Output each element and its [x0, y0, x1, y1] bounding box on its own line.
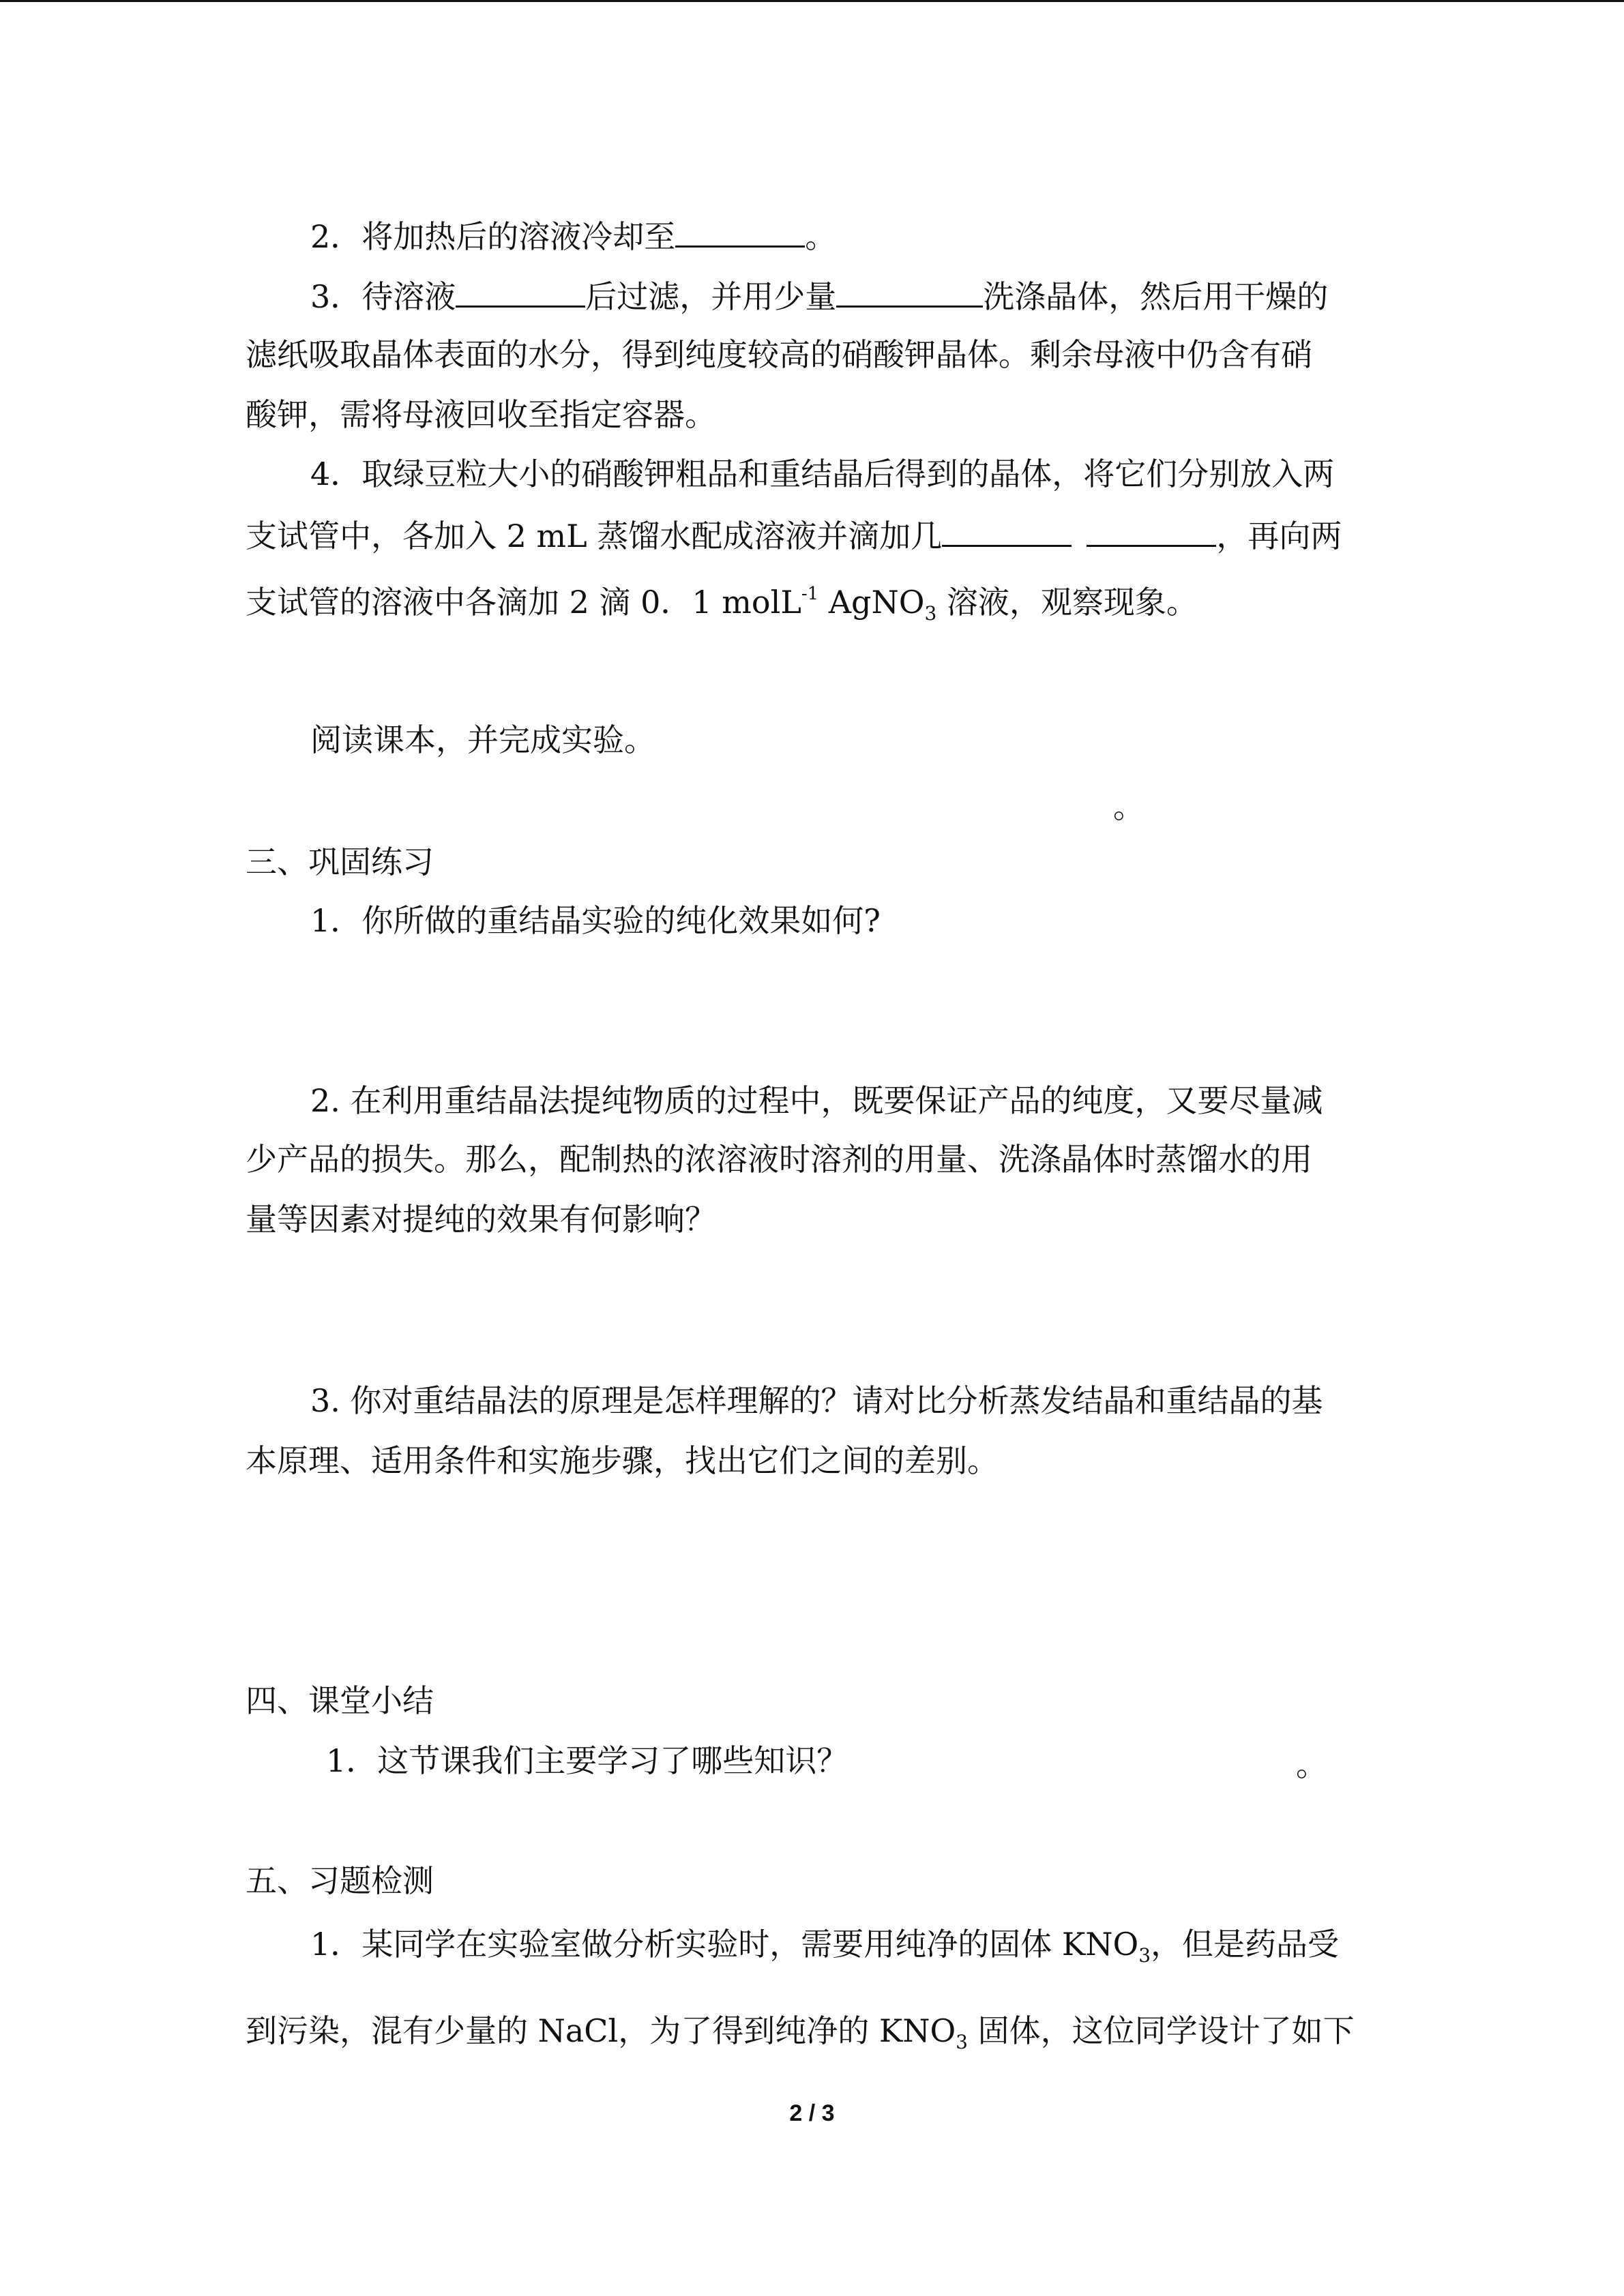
item-4-text-b: ，再向两: [1216, 518, 1342, 554]
item-3-text-a: 3．待溶液: [310, 278, 456, 315]
section-3-q2-line3: 量等因素对提纯的效果有何影响？: [246, 1201, 716, 1238]
item-4-text-a: 支试管中，各加入 2 mL 蒸馏水配成溶液并滴加几: [246, 518, 943, 554]
section-5-q1-text-b: ，但是药品受: [1151, 1926, 1340, 1963]
item-4-text-d: 溶液，观察现象。: [936, 584, 1198, 621]
unit-superscript: -1: [801, 584, 819, 604]
section-5-q1-text-c: 到污染，混有少量的 NaCl，为了得到纯净的 KNO: [246, 2012, 956, 2049]
section-3-q3-line1: 3. 你对重结晶法的原理是怎样理解的？请对比分析蒸发结晶和重结晶的基: [310, 1382, 1323, 1419]
reading-instruction: 阅读课本，并完成实验。: [310, 721, 655, 758]
section-3-q2-line2: 少产品的损失。那么，配制热的浓溶液时溶剂的用量、洗涤晶体时蒸馏水的用: [246, 1141, 1312, 1178]
item-2-end: 。: [805, 218, 837, 255]
section-4-end-period: 。: [1296, 1746, 1327, 1783]
section-3-heading: 三、巩固练习: [246, 844, 434, 880]
blank-reagent-1: [942, 515, 1072, 547]
blank-wash-liquid: [836, 275, 983, 308]
section-4-q1: 1．这节课我们主要学习了哪些知识？: [326, 1742, 848, 1779]
kno3-subscript-2: 3: [956, 2031, 968, 2053]
section-3-q2-line1: 2. 在利用重结晶法提纯物质的过程中，既要保证产品的纯度，又要尽量减: [310, 1082, 1323, 1119]
item-3-text-b: 后过滤，并用少量: [585, 278, 837, 315]
section-5-q1-line2: [246, 2012, 1355, 2061]
item-3-line2: 滤纸吸取晶体表面的水分，得到纯度较高的硝酸钾晶体。剩余母液中仍含有硝: [246, 336, 1312, 373]
item-3-line1: [310, 275, 1328, 316]
section-4-heading: 四、课堂小结: [246, 1682, 434, 1719]
page-number: 2 / 3: [789, 2100, 835, 2126]
top-border: [0, 0, 1624, 2]
item-3-text-c: 洗涤晶体，然后用干燥的: [983, 278, 1329, 315]
lone-period: 。: [1113, 788, 1145, 825]
blank-cooling-temp: [675, 215, 805, 248]
section-5-q1-text-d: 固体，这位同学设计了如下: [967, 2012, 1355, 2049]
unit-l: L: [780, 584, 801, 621]
item-4-text-c: 支试管的溶液中各滴加 2 滴 0．1 mol: [246, 584, 781, 621]
blank-reagent-2: [1087, 515, 1216, 547]
item-2-line: [310, 215, 836, 256]
item-4-line2: [246, 515, 1342, 555]
item-3-line3: 酸钾，需将母液回收至指定容器。: [246, 396, 716, 433]
section-5-q1-line1: [310, 1925, 1339, 1975]
formula-subscript: 3: [924, 602, 937, 625]
section-5-heading: 五、习题检测: [246, 1862, 434, 1899]
section-5-q1-text-a: 1．某同学在实验室做分析实验时，需要用纯净的固体 KNO: [310, 1926, 1139, 1963]
blank-solution-state: [456, 275, 585, 308]
kno3-subscript-1: 3: [1138, 1944, 1151, 1967]
section-3-q3-line2: 本原理、适用条件和实施步骤，找出它们之间的差别。: [246, 1442, 999, 1479]
item-4-line3: [246, 575, 1198, 633]
formula-agno: AgNO: [818, 584, 925, 621]
item-2-text: 2．将加热后的溶液冷却至: [310, 218, 676, 255]
item-4-line1: 4．取绿豆粒大小的硝酸钾粗品和重结晶后得到的晶体，将它们分别放入两: [310, 456, 1335, 492]
section-3-q1: 1．你所做的重结晶实验的纯化效果如何?: [310, 902, 881, 939]
